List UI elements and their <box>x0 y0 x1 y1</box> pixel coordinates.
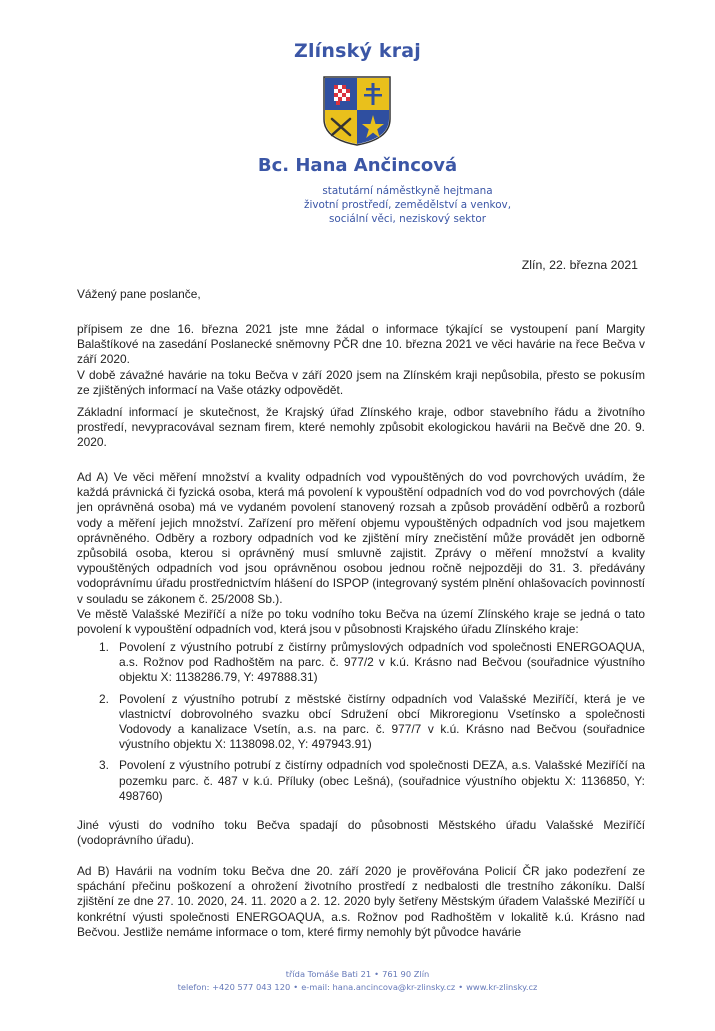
letter-date: Zlín, 22. března 2021 <box>521 258 638 272</box>
footer-separator: • <box>374 969 380 979</box>
footer-phone: telefon: +420 577 043 120 <box>177 982 291 992</box>
list-item <box>77 692 645 753</box>
list-item-text: Povolení z výustního potrubí z čistírny průmyslových odpadních vod společnosti ENERGOAQUA, a.s. Rožnov pod Radhoštěm na parc. č. 977/2 v k.ú. Krásno nad Bečvou (souřadnice výustního objektu X: 1138286.79, Y: 497888.31) <box>119 640 645 685</box>
paragraph-ad-a <box>77 470 645 637</box>
paragraph-intro <box>77 322 645 398</box>
list-item-text: Povolení z výustního potrubí z městské čistírny odpadních vod Valašské Meziříčí, která je ve vlastnictví dobrovolného svazku obcí Sdružení obcí Mikroregionu Vsetínsko a společnosti Vodovody a kanalizace Vsetín, a.s. na parc. č. 977/7 v k.ú. Krásno nad Bečvou (souřadnice výustního objektu X: 1138098.02, Y: 497943.91) <box>119 691 645 752</box>
paragraph-text <box>77 470 645 637</box>
list-item <box>77 758 645 804</box>
footer-separator: • <box>293 982 299 992</box>
permit-list <box>77 640 645 810</box>
brand-name: Zlínský kraj <box>293 40 421 62</box>
list-item <box>77 640 645 686</box>
footer-address-line <box>0 968 715 981</box>
list-item-number: 3. <box>99 758 109 773</box>
footer-web[interactable]: www.kr-zlinsky.cz <box>466 982 538 992</box>
letter-footer <box>0 968 715 994</box>
paragraph-text <box>77 322 645 398</box>
paragraph-ad-b: Ad B) Havárii na vodním toku Bečva dne 20. září 2020 je prověřována Policií ČR jako podezření ze spáchání přečinu poškození a ohrožení životního prostředí z nedbalosti dle trestního zákoníku. Další zjištění ze dne 27. 10. 2020, 24. 11. 2020 a 2. 12. 2020 byly šetřeny Městským úřadem Valašské Meziříčí u konkrétní výusti společnosti ENERGOAQUA, a.s. Rožnov pod Radhoštěm v lokalitě k.ú. Krásno nad Bečvou. Jestliže nemáme informace o tom, které firmy nemohly být původce havárie <box>77 864 645 939</box>
salutation: Vážený pane poslanče, <box>77 287 201 301</box>
paragraph-line: přípisem ze dne 16. března 2021 jste mne žádal o informace týkající se vystoupení paní Margity Balaštíkové na zasedání Poslanecké sněmovny PČR dne 10. března 2021 ve věci havárie na řece Bečva v září 2020. <box>77 322 645 367</box>
footer-address: třída Tomáše Bati 21 <box>285 969 372 979</box>
footer-separator: • <box>458 982 464 992</box>
footer-contact-line <box>0 981 715 994</box>
footer-city: 761 90 Zlín <box>382 969 430 979</box>
official-role <box>250 184 565 226</box>
coat-of-arms-icon <box>322 75 392 147</box>
paragraph-line: V době závažné havárie na toku Bečva v září 2020 jsem na Zlínském kraji nepůsobila, přesto se pokusím ze zjištěných informací na Vaše otázky odpovědět. <box>77 367 645 397</box>
role-line: sociální věci, neziskový sektor <box>328 213 486 225</box>
role-line: životní prostředí, zemědělství a venkov, <box>303 199 512 211</box>
list-item-number: 1. <box>99 640 109 654</box>
paragraph-line: Ve městě Valašské Meziříčí a níže po toku vodního toku Bečva na území Zlínského kraje se jedná o tato povolení k vypouštění odpadních vod, která jsou v působnosti Krajského úřadu Zlínského kraje: <box>77 606 645 637</box>
paragraph-basic-info: Základní informací je skutečnost, že Krajský úřad Zlínského kraje, odbor stavebního řádu a životního prostředí, nevypracovával seznam firem, které nemohly způsobit ekologickou havárii na Bečvě dne 20. 9. 2020. <box>77 405 645 450</box>
list-item-text: Povolení z výustního potrubí z čistírny odpadních vod společnosti DEZA, a.s. Valašské Meziříčí na pozemku parc. č. 487 v k.ú. Příluky (obec Lešná), (souřadnice výustního objektu X: 1136850, Y: 498760) <box>119 758 645 803</box>
role-line: statutární náměstkyně hejtmana <box>322 185 493 197</box>
footer-email[interactable]: e-mail: hana.ancincova@kr-zlinsky.cz <box>301 982 456 992</box>
official-name: Bc. Hana Ančincová <box>257 155 458 176</box>
paragraph-line: Ad A) Ve věci měření množství a kvality odpadních vod vypouštěných do vod povrchových uvádím, že každá právnická či fyzická osoba, která má povolení k vypouštění odpadních vod do vod povrchových (dále jen oprávněná osoba) má ve vydaném povolení stanovený rozsah a způsob provádění odběrů a rozborů vody a měření jejich množství. Zařízení pro měření objemu vypouštěných odpadních vod jsou majetkem oprávněného. Odběry a rozbory odpadních vod ke zjištění míry znečistění může provádět jen odborně způsobilá osoba, kterou si oprávněný musí smluvně zajistit. Zprávy o měření množství a kvality vypouštěných odpadních vod jsou oprávněnou osobou jednou ročně nejpozději do 31. 3. předávány vodoprávnímu úřadu prostřednictvím hlášení do ISPOP (integrovaný systém plnění ohlašovacích povinností v souladu se zákonem č. 25/2008 Sb.). <box>77 470 645 606</box>
paragraph-other-outlets: Jiné výusti do vodního toku Bečva spadají do působnosti Městského úřadu Valašské Meziříčí (vodoprávního úřadu). <box>77 818 645 848</box>
list-item-number: 2. <box>99 691 109 706</box>
